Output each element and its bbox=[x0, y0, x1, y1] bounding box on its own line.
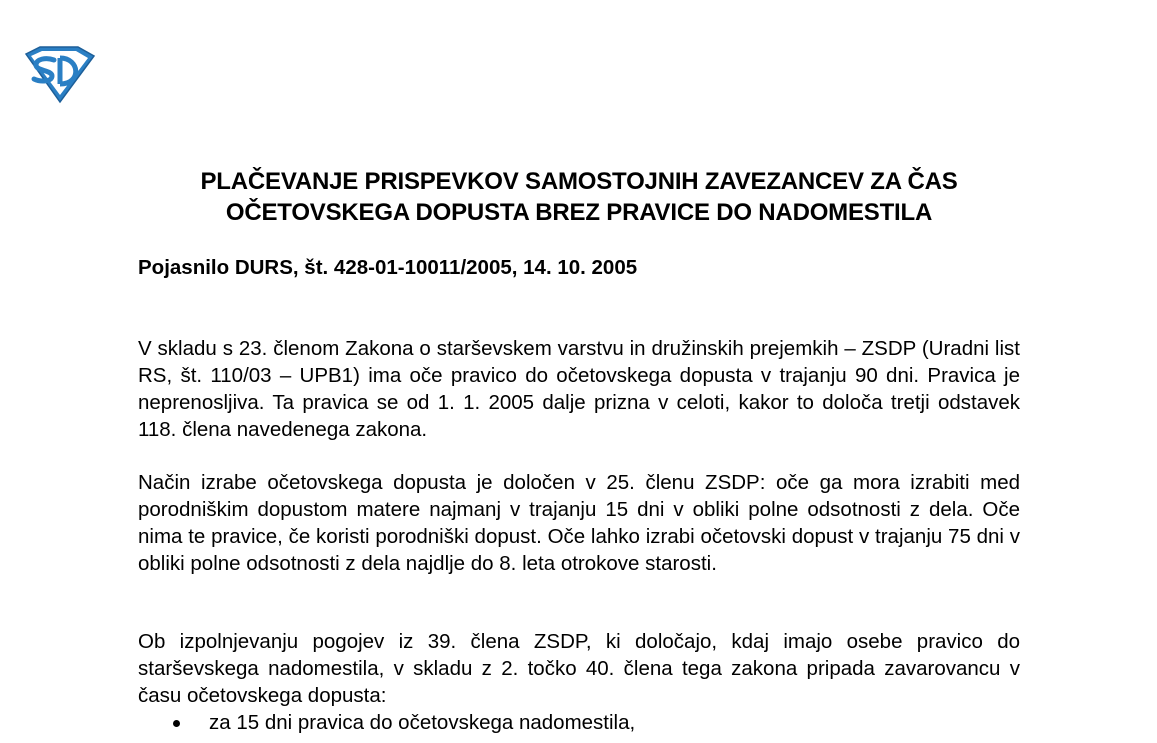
title-line-1: PLAČEVANJE PRISPEVKOV SAMOSTOJNIH ZAVEZANCEV ZA ČAS bbox=[200, 168, 958, 195]
list-item bbox=[138, 709, 1020, 736]
bullet-list bbox=[138, 709, 1020, 736]
document-subtitle: Pojasnilo DURS, št. 428-01-10011/2005, 14. 10. 2005 bbox=[138, 256, 638, 279]
sd-logo-icon bbox=[22, 46, 96, 104]
title-line-2: OČETOVSKEGA DOPUSTA BREZ PRAVICE DO NADOMESTILA bbox=[225, 199, 933, 226]
paragraph-1: V skladu s 23. členom Zakona o starševskem varstvu in družinskih prejemkih – ZSDP (Uradni list RS, št. 110/03 – UPB1) ima oče pravico do očetovskega dopusta v trajanju 90 dni. Pravica je neprenosljiva. Ta pravica se od 1. 1. 2005 dalje prizna v celoti, kakor to določa tretji odstavek 118. člena navedenega zakona. bbox=[138, 337, 1020, 441]
document-title bbox=[138, 166, 1020, 228]
bullet-dot-icon bbox=[173, 720, 180, 727]
paragraph-2: Način izrabe očetovskega dopusta je določen v 25. členu ZSDP: oče ga mora izrabiti med porodniškim dopustom matere najmanj v trajanju 15 dni v obliki polne odsotnosti z dela. Oče nima te pravice, če koristi porodniški dopust. Oče lahko izrabi očetovski dopust v trajanju 75 dni v obliki polne odsotnosti z dela najdlje do 8. leta otrokove starosti. bbox=[138, 471, 1020, 575]
list-item-text: za 15 dni pravica do očetovskega nadomestila, bbox=[209, 711, 636, 734]
paragraph-3: Ob izpolnjevanju pogojev iz 39. člena ZSDP, ki določajo, kdaj imajo osebe pravico do starševskega nadomestila, v skladu z 2. točko 40. člena tega zakona pripada zavarovancu v času očetovskega dopusta: bbox=[138, 630, 1020, 707]
